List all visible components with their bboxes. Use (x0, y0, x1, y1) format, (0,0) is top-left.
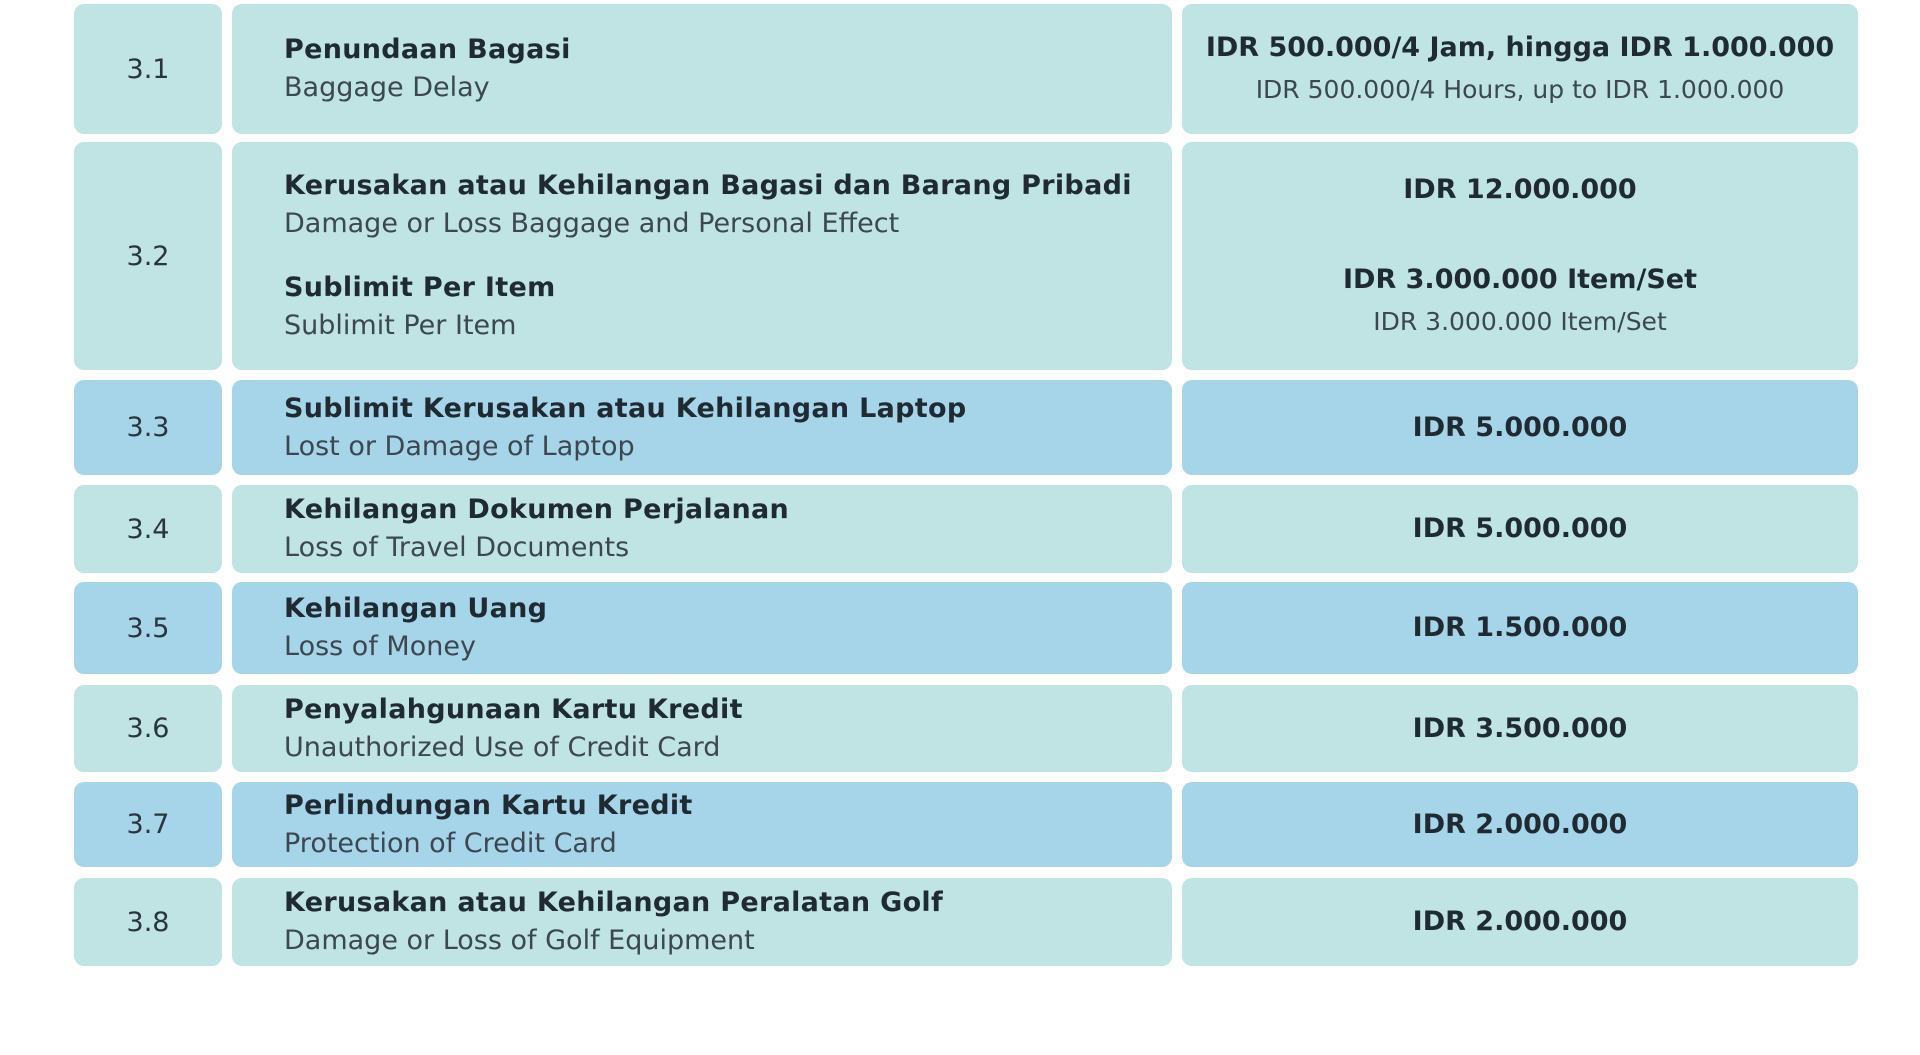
description-indonesian: Sublimit Kerusakan atau Kehilangan Laptop (284, 392, 967, 424)
description-english: Damage or Loss of Golf Equipment (284, 925, 755, 956)
description-cell (232, 380, 1172, 475)
amount-cell (1182, 4, 1858, 134)
amount-cell (1182, 485, 1858, 573)
description-indonesian: Kerusakan atau Kehilangan Peralatan Golf (284, 887, 944, 918)
table-row (74, 878, 1858, 966)
sublimit-indonesian: Sublimit Per Item (284, 272, 556, 303)
description-english: Damage or Loss Baggage and Personal Effect (284, 208, 900, 239)
amount-cell (1182, 582, 1858, 674)
table-row (74, 685, 1858, 772)
amount-cell (1182, 142, 1858, 370)
row-number: 3.1 (126, 53, 170, 85)
description-indonesian: Perlindungan Kartu Kredit (284, 789, 693, 821)
table-row (74, 142, 1858, 370)
row-number: 3.3 (126, 412, 170, 443)
description-indonesian: Kehilangan Dokumen Perjalanan (284, 494, 790, 525)
sublimit-english: Sublimit Per Item (284, 310, 517, 341)
amount-cell (1182, 878, 1858, 966)
amount-indonesian: IDR 5.000.000 (1412, 513, 1628, 544)
description-english: Unauthorized Use of Credit Card (284, 731, 721, 763)
description-english: Loss of Travel Documents (284, 532, 630, 563)
row-number: 3.5 (126, 612, 170, 644)
amount-indonesian: IDR 2.000.000 (1412, 808, 1628, 840)
amount-indonesian: IDR 3.500.000 (1412, 712, 1628, 744)
table-row (74, 380, 1858, 475)
table-row (74, 485, 1858, 573)
row-number: 3.7 (126, 809, 170, 840)
description-cell (232, 878, 1172, 966)
description-english: Protection of Credit Card (284, 827, 617, 859)
row-number-cell (74, 4, 222, 134)
amount-cell (1182, 380, 1858, 475)
amount-indonesian: IDR 1.500.000 (1412, 612, 1628, 643)
row-number-cell (74, 685, 222, 772)
description-cell (232, 782, 1172, 867)
row-number: 3.6 (126, 713, 170, 744)
description-english: Baggage Delay (284, 72, 490, 103)
amount-cell (1182, 685, 1858, 772)
row-number: 3.2 (126, 240, 170, 272)
row-number: 3.4 (126, 513, 170, 545)
description-indonesian: Kerusakan atau Kehilangan Bagasi dan Barang Pribadi (284, 170, 1132, 201)
row-number: 3.8 (126, 906, 170, 938)
sublimit-amount-indonesian: IDR 3.000.000 Item/Set (1343, 264, 1697, 295)
description-cell (232, 4, 1172, 134)
row-number-cell (74, 878, 222, 966)
row-number-cell (74, 142, 222, 370)
table-row (74, 582, 1858, 674)
description-cell (232, 685, 1172, 772)
description-cell (232, 582, 1172, 674)
description-indonesian: Penyalahgunaan Kartu Kredit (284, 693, 743, 725)
table-row (74, 4, 1858, 134)
description-cell (232, 142, 1172, 370)
row-number-cell (74, 485, 222, 573)
amount-indonesian: IDR 12.000.000 (1403, 174, 1637, 205)
amount-cell (1182, 782, 1858, 867)
amount-indonesian: IDR 5.000.000 (1412, 411, 1628, 443)
row-number-cell (74, 380, 222, 475)
description-english: Lost or Damage of Laptop (284, 430, 635, 462)
amount-english: IDR 500.000/4 Hours, up to IDR 1.000.000 (1255, 75, 1785, 104)
description-indonesian: Penundaan Bagasi (284, 34, 571, 65)
amount-indonesian: IDR 2.000.000 (1412, 906, 1628, 937)
row-number-cell (74, 582, 222, 674)
description-cell (232, 485, 1172, 573)
description-indonesian: Kehilangan Uang (284, 593, 548, 624)
table-row (74, 782, 1858, 867)
row-number-cell (74, 782, 222, 867)
amount-indonesian: IDR 500.000/4 Jam, hingga IDR 1.000.000 (1205, 32, 1835, 63)
sublimit-amount-english: IDR 3.000.000 Item/Set (1373, 307, 1667, 336)
description-english: Loss of Money (284, 631, 476, 662)
